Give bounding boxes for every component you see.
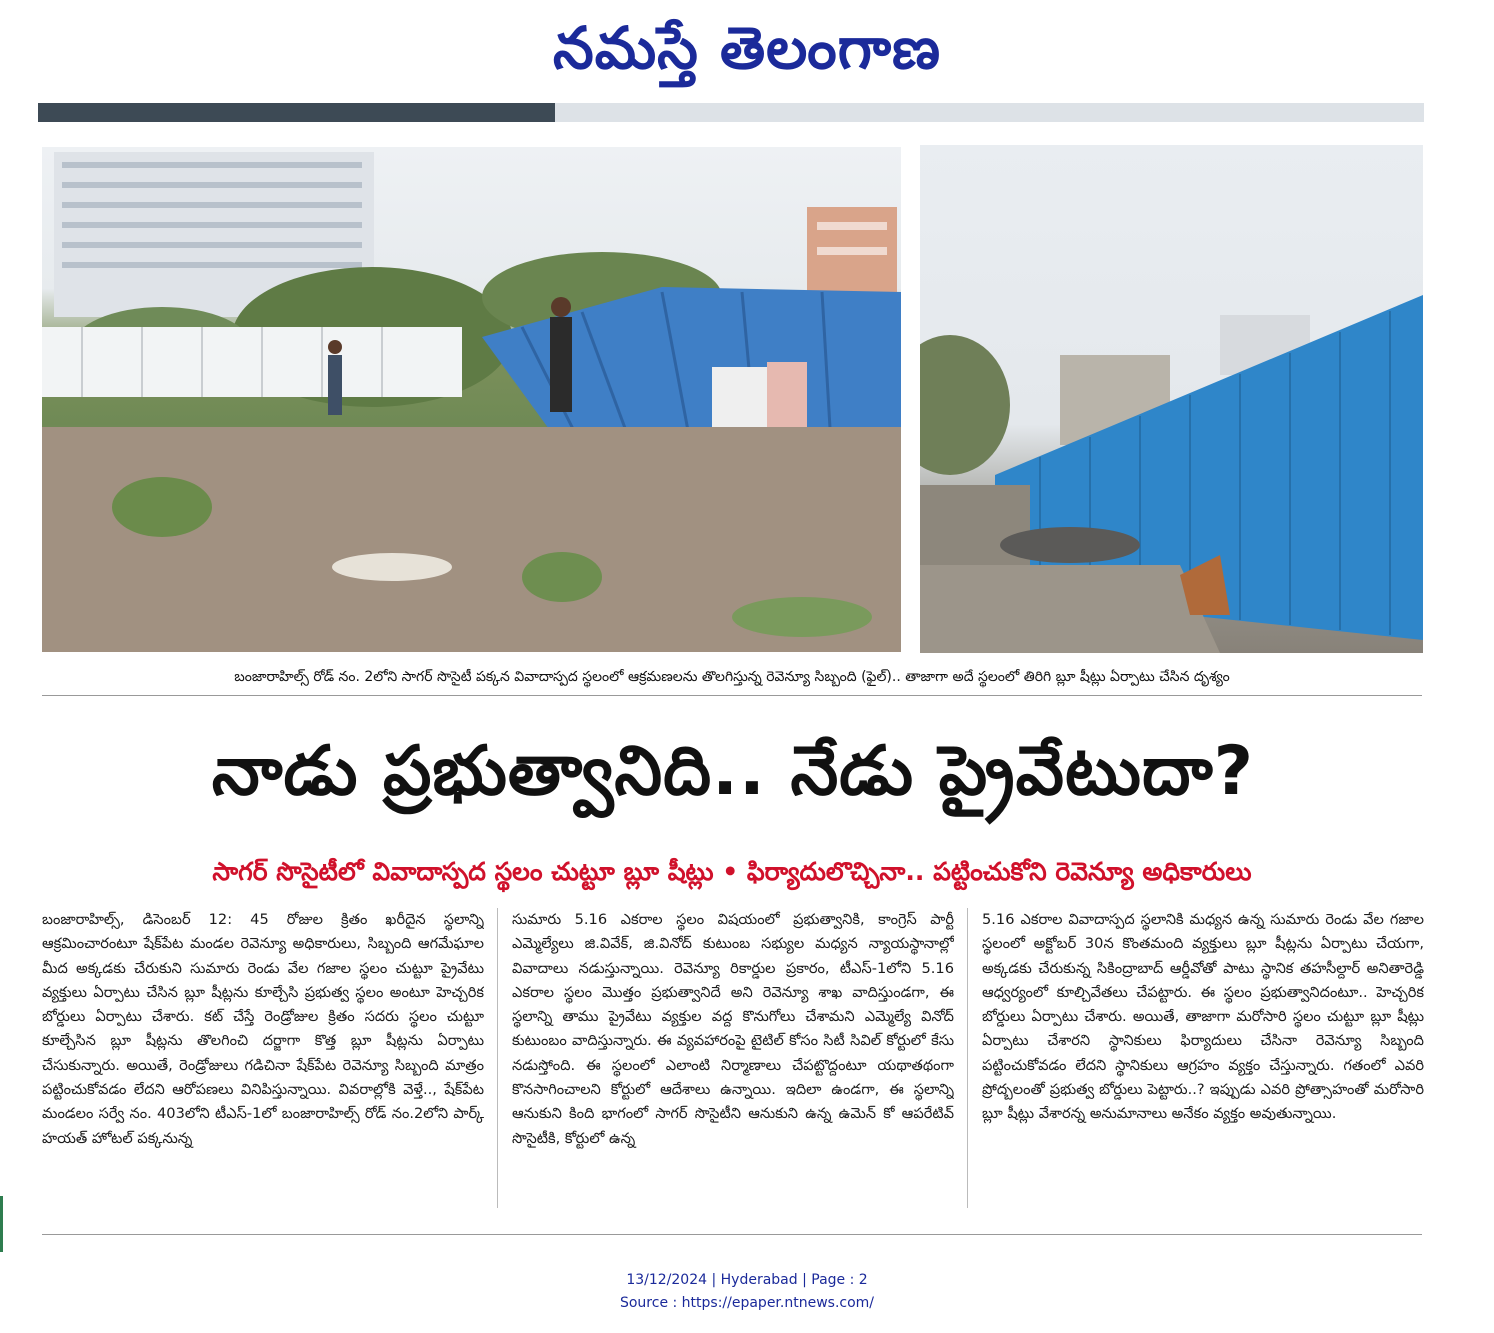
edge-marker <box>0 1196 3 1252</box>
section-bar-dark <box>38 103 555 122</box>
footer-date-page: 13/12/2024 | Hyderabad | Page : 2 <box>626 1272 868 1288</box>
footer-divider <box>42 1234 1422 1235</box>
headline: నాడు ప్రభుత్వానిది.. నేడు ప్రైవేటుదా? <box>211 732 1255 811</box>
article-column-3: 5.16 ఎకరాల వివాదాస్పద స్థలానికి మధ్యన ఉన్న సుమారు రెండు వేల గజాల స్థలంలో అక్టోబర్ 30న కొంతమంది వ్యక్తులు బ్లూ షీట్లను ఏర్పాటు చేయగా, అక్కడకు చేరుకున్న సికింద్రాబాద్ ఆర్డీవోతో పాటు స్థానిక తహసీల్దార్ అనితారెడ్డి ఆధ్వర్యంలో కూల్చివేతలు చేపట్టారు. ఈ స్థలం ప్రభుత్వానిదంటూ.. హెచ్చరిక బోర్డులు ఏర్పాటు చేశారు. అయితే, తాజాగా మరోసారి స్థలం చుట్టూ బ్లూ షీట్లు ఏర్పాటు చేశారని స్థానికులు ఫిర్యాదులు చేసినా రెవెన్యూ సిబ్బంది పట్టించుకోవడం లేదని స్థానికులు ఆగ్రహం వ్యక్తం చేస్తున్నారు. గతంలో ఎవరి ప్రోద్బలంతో ప్రభుత్వ బోర్డులు పెట్టారు..? ఇప్పుడు ఎవరి ప్రోత్సాహంతో మరోసారి బ్లూ షీట్లు వేశారన్న అనుమానాలు అనేకం వ్యక్తం అవుతున్నాయి. <box>982 911 1424 1123</box>
photo-right-illustration <box>920 145 1423 653</box>
article-column-1: బంజారాహిల్స్, డిసెంబర్ 12: 45 రోజుల క్రితం ఖరీదైన స్థలాన్ని ఆక్రమించారంటూ షేక్‌పేట మండల రెవెన్యూ అధికారులు, సిబ్బంది ఆగమేఘాల మీద అక్కడకు చేరుకుని సుమారు రెండు వేల గజాల స్థలం చుట్టూ ప్రైవేటు వ్యక్తులు ఏర్పాటు చేసిన బ్లూ షీట్లను కూల్చేసి ప్రభుత్వ స్థలం అంటూ హెచ్చరిక బోర్డులు ఏర్పాటు చేశారు. కట్ చేస్తే రెండ్రోజుల క్రితం సదరు స్థలం చుట్టూ కూల్చేసిన బ్లూ షీట్లను తొలగించి దర్జాగా కొత్త బ్లూ షీట్లను ఏర్పాటు చేసుకున్నారు. అయితే, రెండ్రోజులు గడిచినా షేక్‌పేట రెవెన్యూ సిబ్బంది మాత్రం పట్టించుకోవడం లేదని ఆరోపణలు వినిపిస్తున్నాయి. వివరాల్లోకి వెళ్తే.., షేక్‌పేట మండలం సర్వే నం. 403లోని టీఎస్-1లో బంజారాహిల్స్ రోడ్ నం.2లోని పార్క్ హయత్ హోటల్ పక్కనున్న <box>42 911 484 1147</box>
column-divider-2 <box>967 908 968 1208</box>
masthead-logo: నమస్తే తెలంగాణ <box>553 14 941 82</box>
footer-source-link[interactable]: Source : https://epaper.ntnews.com/ <box>619 1295 875 1311</box>
column-divider-1 <box>497 908 498 1208</box>
subheadline: సాగర్ సొసైటీలో వివాదాస్పద స్థలం చుట్టూ బ్లూ షీట్లు • ఫిర్యాదులొచ్చినా.. పట్టించుకోని రెవెన్యూ అధికారులు <box>212 857 1252 886</box>
photo-revenue-staff-demolition <box>42 147 901 652</box>
photo-new-blue-sheets <box>920 145 1423 653</box>
photo-caption: బంజారాహిల్స్ రోడ్ నం. 2లోని సాగర్ సొసైటీ పక్కన వివాదాస్పద స్థలంలో ఆక్రమణలను తొలగిస్తున్న రెవెన్యూ సిబ్బంది (ఫైల్).. తాజాగా అదే స్థలంలో తిరిగి బ్లూ షీట్లు ఏర్పాటు చేసిన దృశ్యం <box>234 669 1230 685</box>
photo-left-illustration <box>42 147 901 652</box>
article-column-2: సుమారు 5.16 ఎకరాల స్థలం విషయంలో ప్రభుత్వానికి, కాంగ్రెస్ పార్టీ ఎమ్మెల్యేలు జి.వివేక్, జి.వినోద్ కుటుంబ సభ్యుల మధ్యన న్యాయస్థానాల్లో వివాదాలు నడుస్తున్నాయి. రెవెన్యూ రికార్డుల ప్రకారం, టీఎస్-1లోని 5.16 ఎకరాల స్థలం మొత్తం ప్రభుత్వానిదే అని రెవెన్యూ శాఖ వాదిస్తుండగా, ఈ స్థలాన్ని తాము ప్రైవేటు వ్యక్తుల వద్ద కొనుగోలు చేశామని ఎమ్మెల్యే వినోద్ కుటుంబం వాదిస్తున్నారు. ఈ వ్యవహారంపై టైటిల్ కోసం సిటీ సివిల్ కోర్టులో కేసు నడుస్తోంది. ఈ స్థలంలో ఎలాంటి నిర్మాణాలు చేపట్టొద్దంటూ యథాతథంగా కొనసాగించాలని కోర్టులో ఆదేశాలు ఉన్నాయి. ఇదిలా ఉండగా, ఈ స్థలాన్ని ఆనుకుని కింది భాగంలో సాగర్ సొసైటీని ఆనుకుని ఉన్న ఉమెన్ కో ఆపరేటివ్ సొసైటీకి, కోర్టులో ఉన్న <box>512 911 954 1147</box>
section-bar-light <box>555 103 1424 122</box>
caption-divider <box>42 695 1422 696</box>
